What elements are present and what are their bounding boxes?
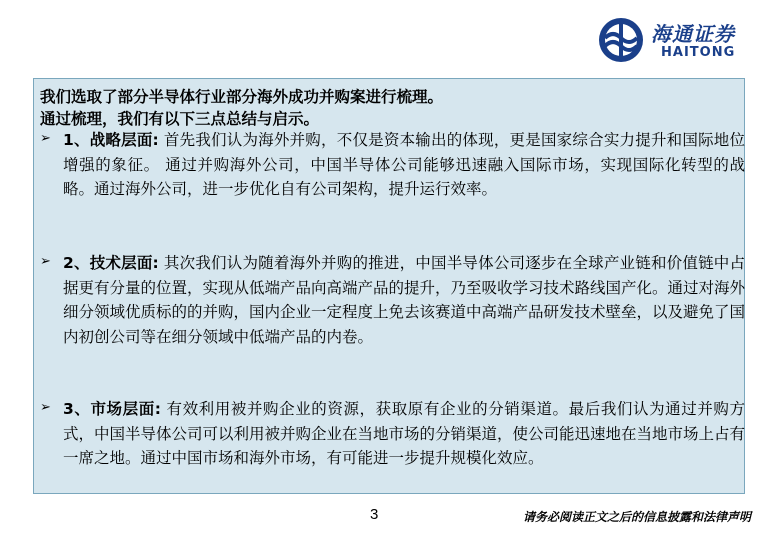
- item-paragraph: [63, 397, 745, 471]
- list-item: [40, 128, 745, 202]
- headline-2: 通过梳理，我们有以下三点总结与启示。: [40, 109, 320, 128]
- item-text: 有效利用被并购企业的资源，获取原有企业的分销渠道。最后我们认为通过并购方式，中国半导体公司可以利用被并购企业在当地市场的分销渠道，使公司能迅速地在当地市场上占有一席之地。通过中国市场和海外市场，有可能进一步提升规模化效应。: [63, 400, 746, 467]
- item-paragraph: [63, 128, 745, 202]
- brand-name-en: HAITONG: [661, 45, 736, 60]
- item-paragraph: [63, 251, 745, 349]
- item-heading: 1、战略层面:: [63, 131, 159, 149]
- brand-name-cn: 海通证券: [651, 22, 735, 46]
- arrow-bullet-icon: ➢: [40, 400, 51, 415]
- page-number: 3: [370, 506, 379, 523]
- headline-1: 我们选取了部分半导体行业部分海外成功并购案进行梳理。: [40, 87, 444, 106]
- haitong-emblem-icon: [597, 16, 645, 64]
- arrow-bullet-icon: ➢: [40, 254, 51, 269]
- item-heading: 2、技术层面:: [63, 254, 159, 272]
- list-item: [40, 397, 745, 471]
- arrow-bullet-icon: ➢: [40, 131, 51, 146]
- brand-logo: [597, 14, 759, 66]
- item-text: 其次我们认为随着海外并购的推进，中国半导体公司逐步在全球产业链和价值链中占据更有分量的位置，实现从低端产品向高端产品的提升，乃至吸收学习技术路线国产化。通过对海外细分领域优质标的的并购，国内企业一定程度上免去该赛道中高端产品研发技术壁垒，以及避免了国内初创公司等在细分领域中低端产品的内卷。: [63, 254, 746, 346]
- legal-disclaimer: 请务必阅读正文之后的信息披露和法律声明: [522, 510, 751, 524]
- item-heading: 3、市场层面:: [63, 400, 161, 418]
- item-text: 首先我们认为海外并购，不仅是资本输出的体现，更是国家综合实力提升和国际地位增强的象征。 通过并购海外公司，中国半导体公司能够迅速融入国际市场，实现国际化转型的战略。通过海外公司，进一步优化自有公司架构，提升运行效率。: [63, 131, 746, 198]
- list-item: [40, 251, 745, 349]
